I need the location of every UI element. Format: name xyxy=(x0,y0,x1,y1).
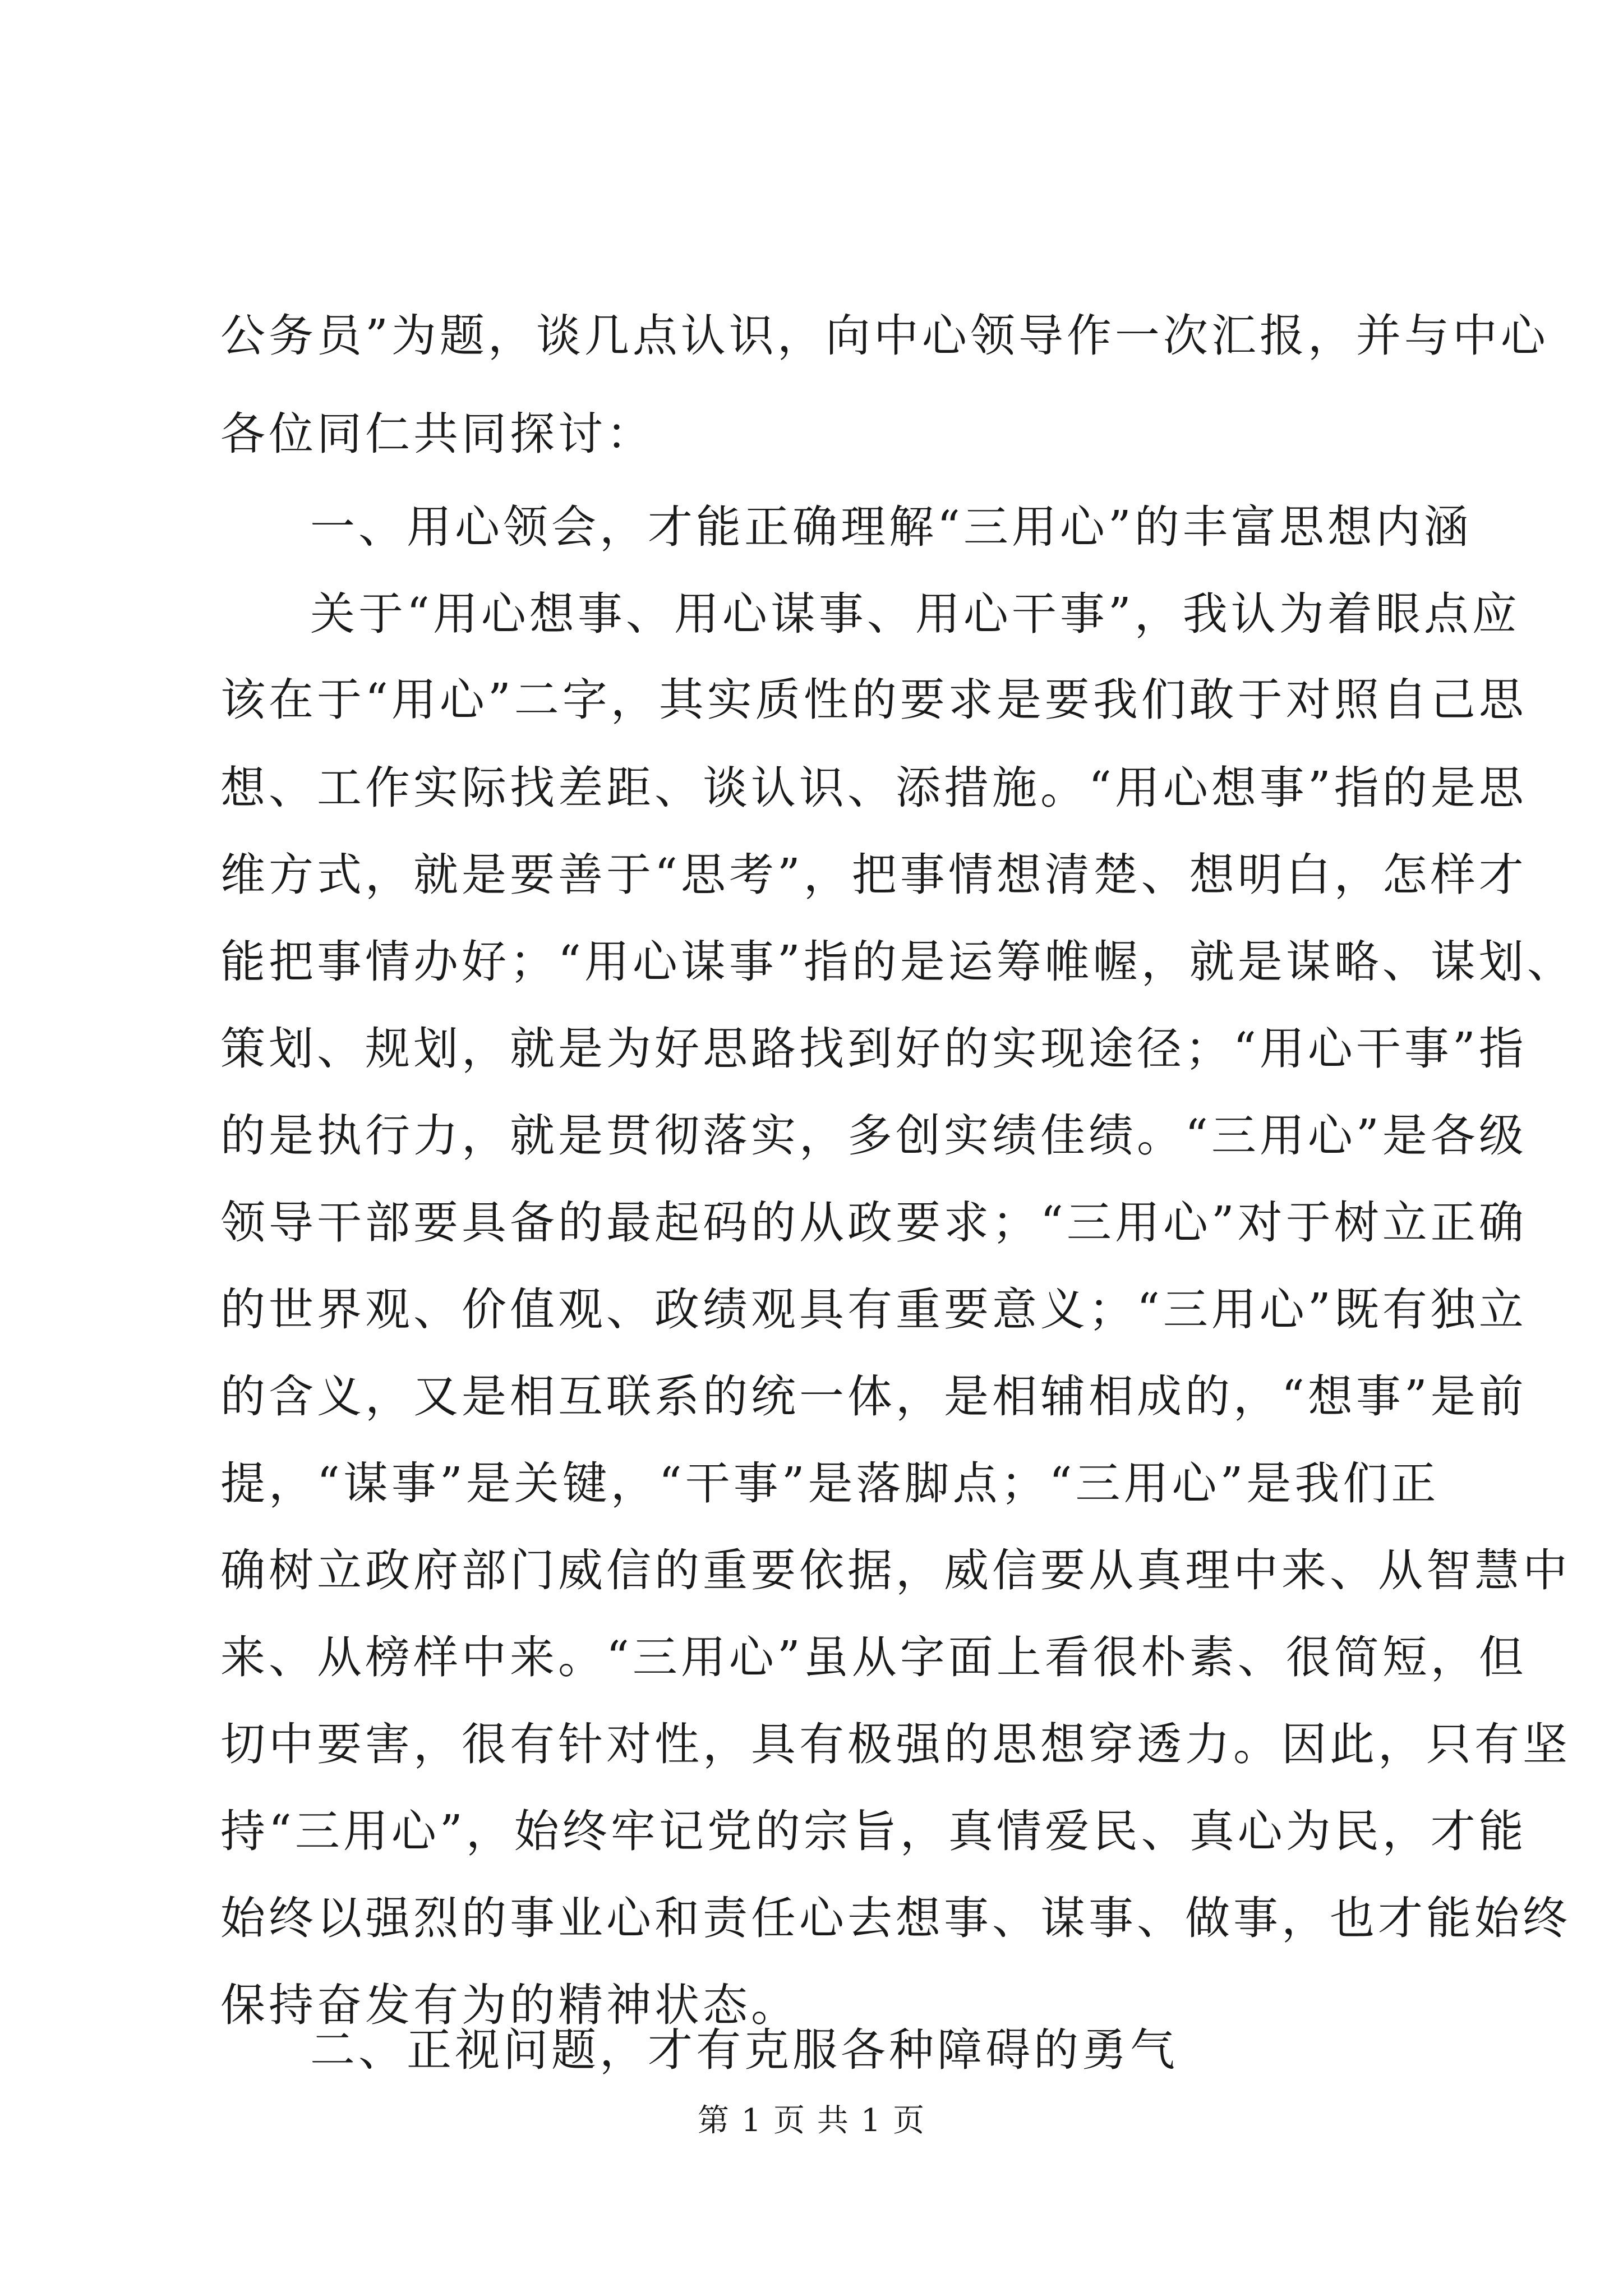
body-text-line: 切中要害，很有针对性，具有极强的思想穿透力。因此，只有坚 xyxy=(220,1718,1571,1770)
body-text-line: 提，“谋事”是关键，“干事”是落脚点；“三用心”是我们正 xyxy=(220,1457,1440,1510)
body-text-line: 策划、规划，就是为好思路找到好的实现途径；“用心干事”指 xyxy=(220,1023,1527,1075)
body-text-line: 的世界观、价值观、政绩观具有重要意义；“三用心”既有独立 xyxy=(220,1283,1527,1336)
body-text-line: 领导干部要具备的最起码的从政要求；“三用心”对于树立正确 xyxy=(220,1197,1527,1249)
body-text-line: 想、工作实际找差距、谈认识、添措施。“用心想事”指的是思 xyxy=(220,762,1527,814)
body-text-line: 始终以强烈的事业心和责任心去想事、谋事、做事，也才能始终 xyxy=(220,1892,1571,1944)
body-text-line: 来、从榜样中来。“三用心”虽从字面上看很朴素、很简短，但 xyxy=(220,1631,1527,1683)
body-text-line: 确树立政府部门威信的重要依据，威信要从真理中来、从智慧中 xyxy=(220,1544,1571,1596)
body-text-line: 持“三用心”，始终牢记党的宗旨，真情爱民、真心为民，才能 xyxy=(220,1805,1527,1857)
body-text-line: 该在于“用心”二字，其实质性的要求是要我们敢于对照自己思 xyxy=(220,674,1527,726)
section-heading: 一、用心领会，才能正确理解“三用心”的丰富思想内涵 xyxy=(310,501,1472,553)
body-text-line: 的是执行力，就是贯彻落实，多创实绩佳绩。“三用心”是各级 xyxy=(220,1110,1527,1162)
page-footer: 第 1 页 共 1 页 xyxy=(697,2102,926,2139)
body-text-line: 公务员”为题，谈几点认识，向中心领导作一次汇报，并与中心 xyxy=(220,310,1549,362)
paragraph-start-line: 关于“用心想事、用心谋事、用心干事”，我认为着眼点应 xyxy=(310,588,1520,640)
body-text-line: 的含义，又是相互联系的统一体，是相辅相成的，“想事”是前 xyxy=(220,1370,1527,1423)
section-heading: 二、正视问题，才有克服各种障碍的勇气 xyxy=(310,2024,1178,2076)
body-text-line: 能把事情办好；“用心谋事”指的是运筹帷幄，就是谋略、谋划、 xyxy=(220,936,1575,988)
body-text-line: 各位同仁共同探讨： xyxy=(220,408,654,460)
body-text-line: 保持奋发有为的精神状态。 xyxy=(220,1979,799,2031)
body-text-line: 维方式，就是要善于“思考”，把事情想清楚、想明白，怎样才 xyxy=(220,849,1527,901)
